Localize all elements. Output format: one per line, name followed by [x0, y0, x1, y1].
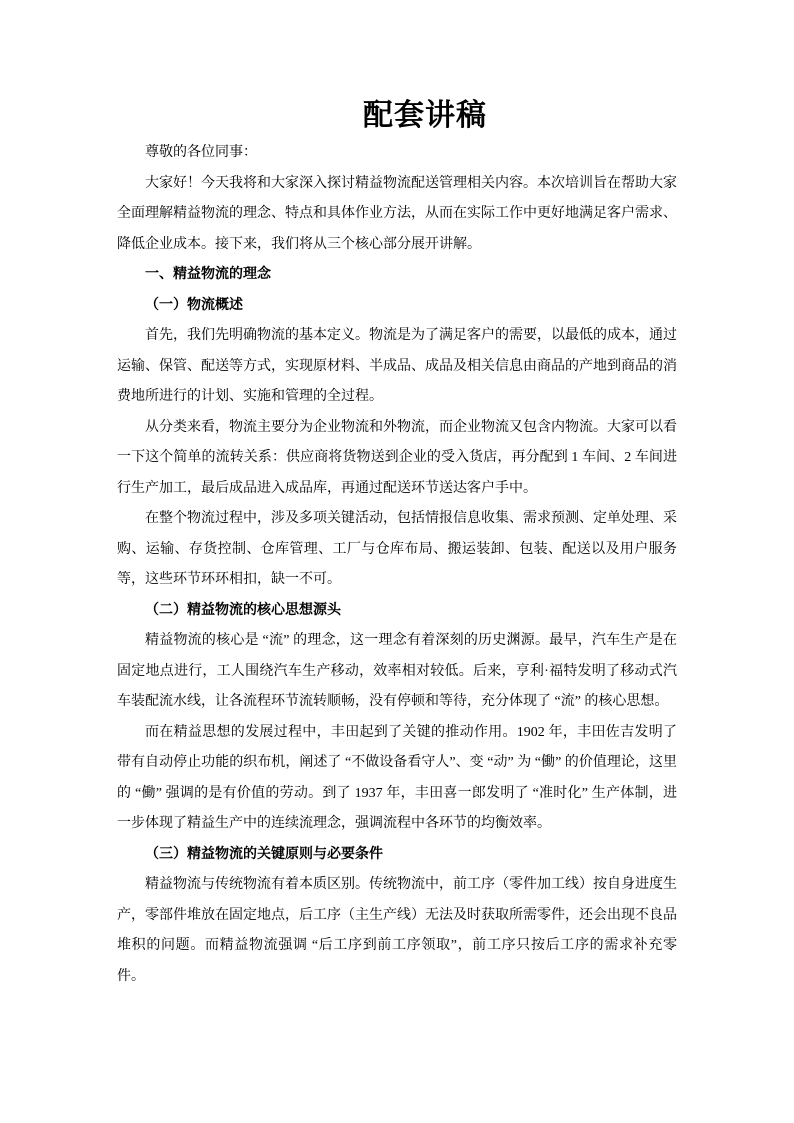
subsection-1-1-paragraph-3: 在整个物流过程中，涉及多项关键活动，包括情报信息收集、需求预测、定单处理、采购、运输、存货控制、仓库管理、工厂与仓库布局、搬运装卸、包装、配送以及用户服务等，这些环节环环相扣，缺一不可。: [117, 511, 677, 587]
subsection-1-2-heading: （二）精益物流的核心思想源头: [145, 602, 341, 618]
document-title: 配套讲稿: [363, 99, 487, 132]
document-content: [117, 94, 677, 992]
subsection-1-2-paragraph-1: 精益物流的核心是 “流” 的理念，这一理念有着深刻的历史渊源。最早，汽车生产是在固定地点进行，工人围绕汽车生产移动，效率相对较低。后来，亨利·福特发明了移动式汽车装配流水线，让各流程环节流转顺畅，没有停顿和等待，充分体现了 “流” 的核心思想。: [117, 633, 677, 709]
section-1-heading: 一、精益物流的理念: [145, 267, 271, 282]
subsection-1-1-paragraph-2: 从分类来看，物流主要分为企业物流和外物流，而企业物流又包含内物流。大家可以看一下这个简单的流转关系：供应商将货物送到企业的受入货店，再分配到 1 车间、2 车间进行生产加工，最后成品进入成品库，再通过配送环节送达客户手中。: [117, 419, 677, 496]
subsection-1-1-paragraph-1: 首先，我们先明确物流的基本定义。物流是为了满足客户的需要，以最低的成本，通过运输、保管、配送等方式，实现原材料、半成品、成品及相关信息由商品的产地到商品的消费地所进行的计划、实施和管理的全过程。: [117, 328, 677, 404]
salutation: 尊敬的各位同事：: [145, 145, 257, 160]
intro-paragraph: 大家好！今天我将和大家深入探讨精益物流配送管理相关内容。本次培训旨在帮助大家全面理解精益物流的理念、特点和具体作业方法，从而在实际工作中更好地满足客户需求、降低企业成本。接下来，我们将从三个核心部分展开讲解。: [117, 175, 677, 252]
subsection-1-2-paragraph-2: 而在精益思想的发展过程中，丰田起到了关键的推动作用。1902 年，丰田佐吉发明了带有自动停止功能的织布机，阐述了 “不做设备看守人”、变 “动” 为 “働” 的价值理论，这里的 “働” 强调的是有价值的劳动。到了 1937 年，丰田喜一郎发明了 “准时化” 生产体制，进一步体现了精益生产中的连续流理念，强调流程中各环节的均衡效率。: [117, 724, 677, 831]
subsection-1-1-heading: （一）物流概述: [145, 297, 243, 313]
subsection-1-3-paragraph-1: 精益物流与传统物流有着本质区别。传统物流中，前工序（零件加工线）按自身进度生产，零部件堆放在固定地点，后工序（主生产线）无法及时获取所需零件，还会出现不良品堆积的问题。而精益物流强调 “后工序到前工序领取”，前工序只按后工序的需求补充零件。: [117, 877, 677, 984]
subsection-1-3-heading: （三）精益物流的关键原则与必要条件: [145, 846, 383, 862]
